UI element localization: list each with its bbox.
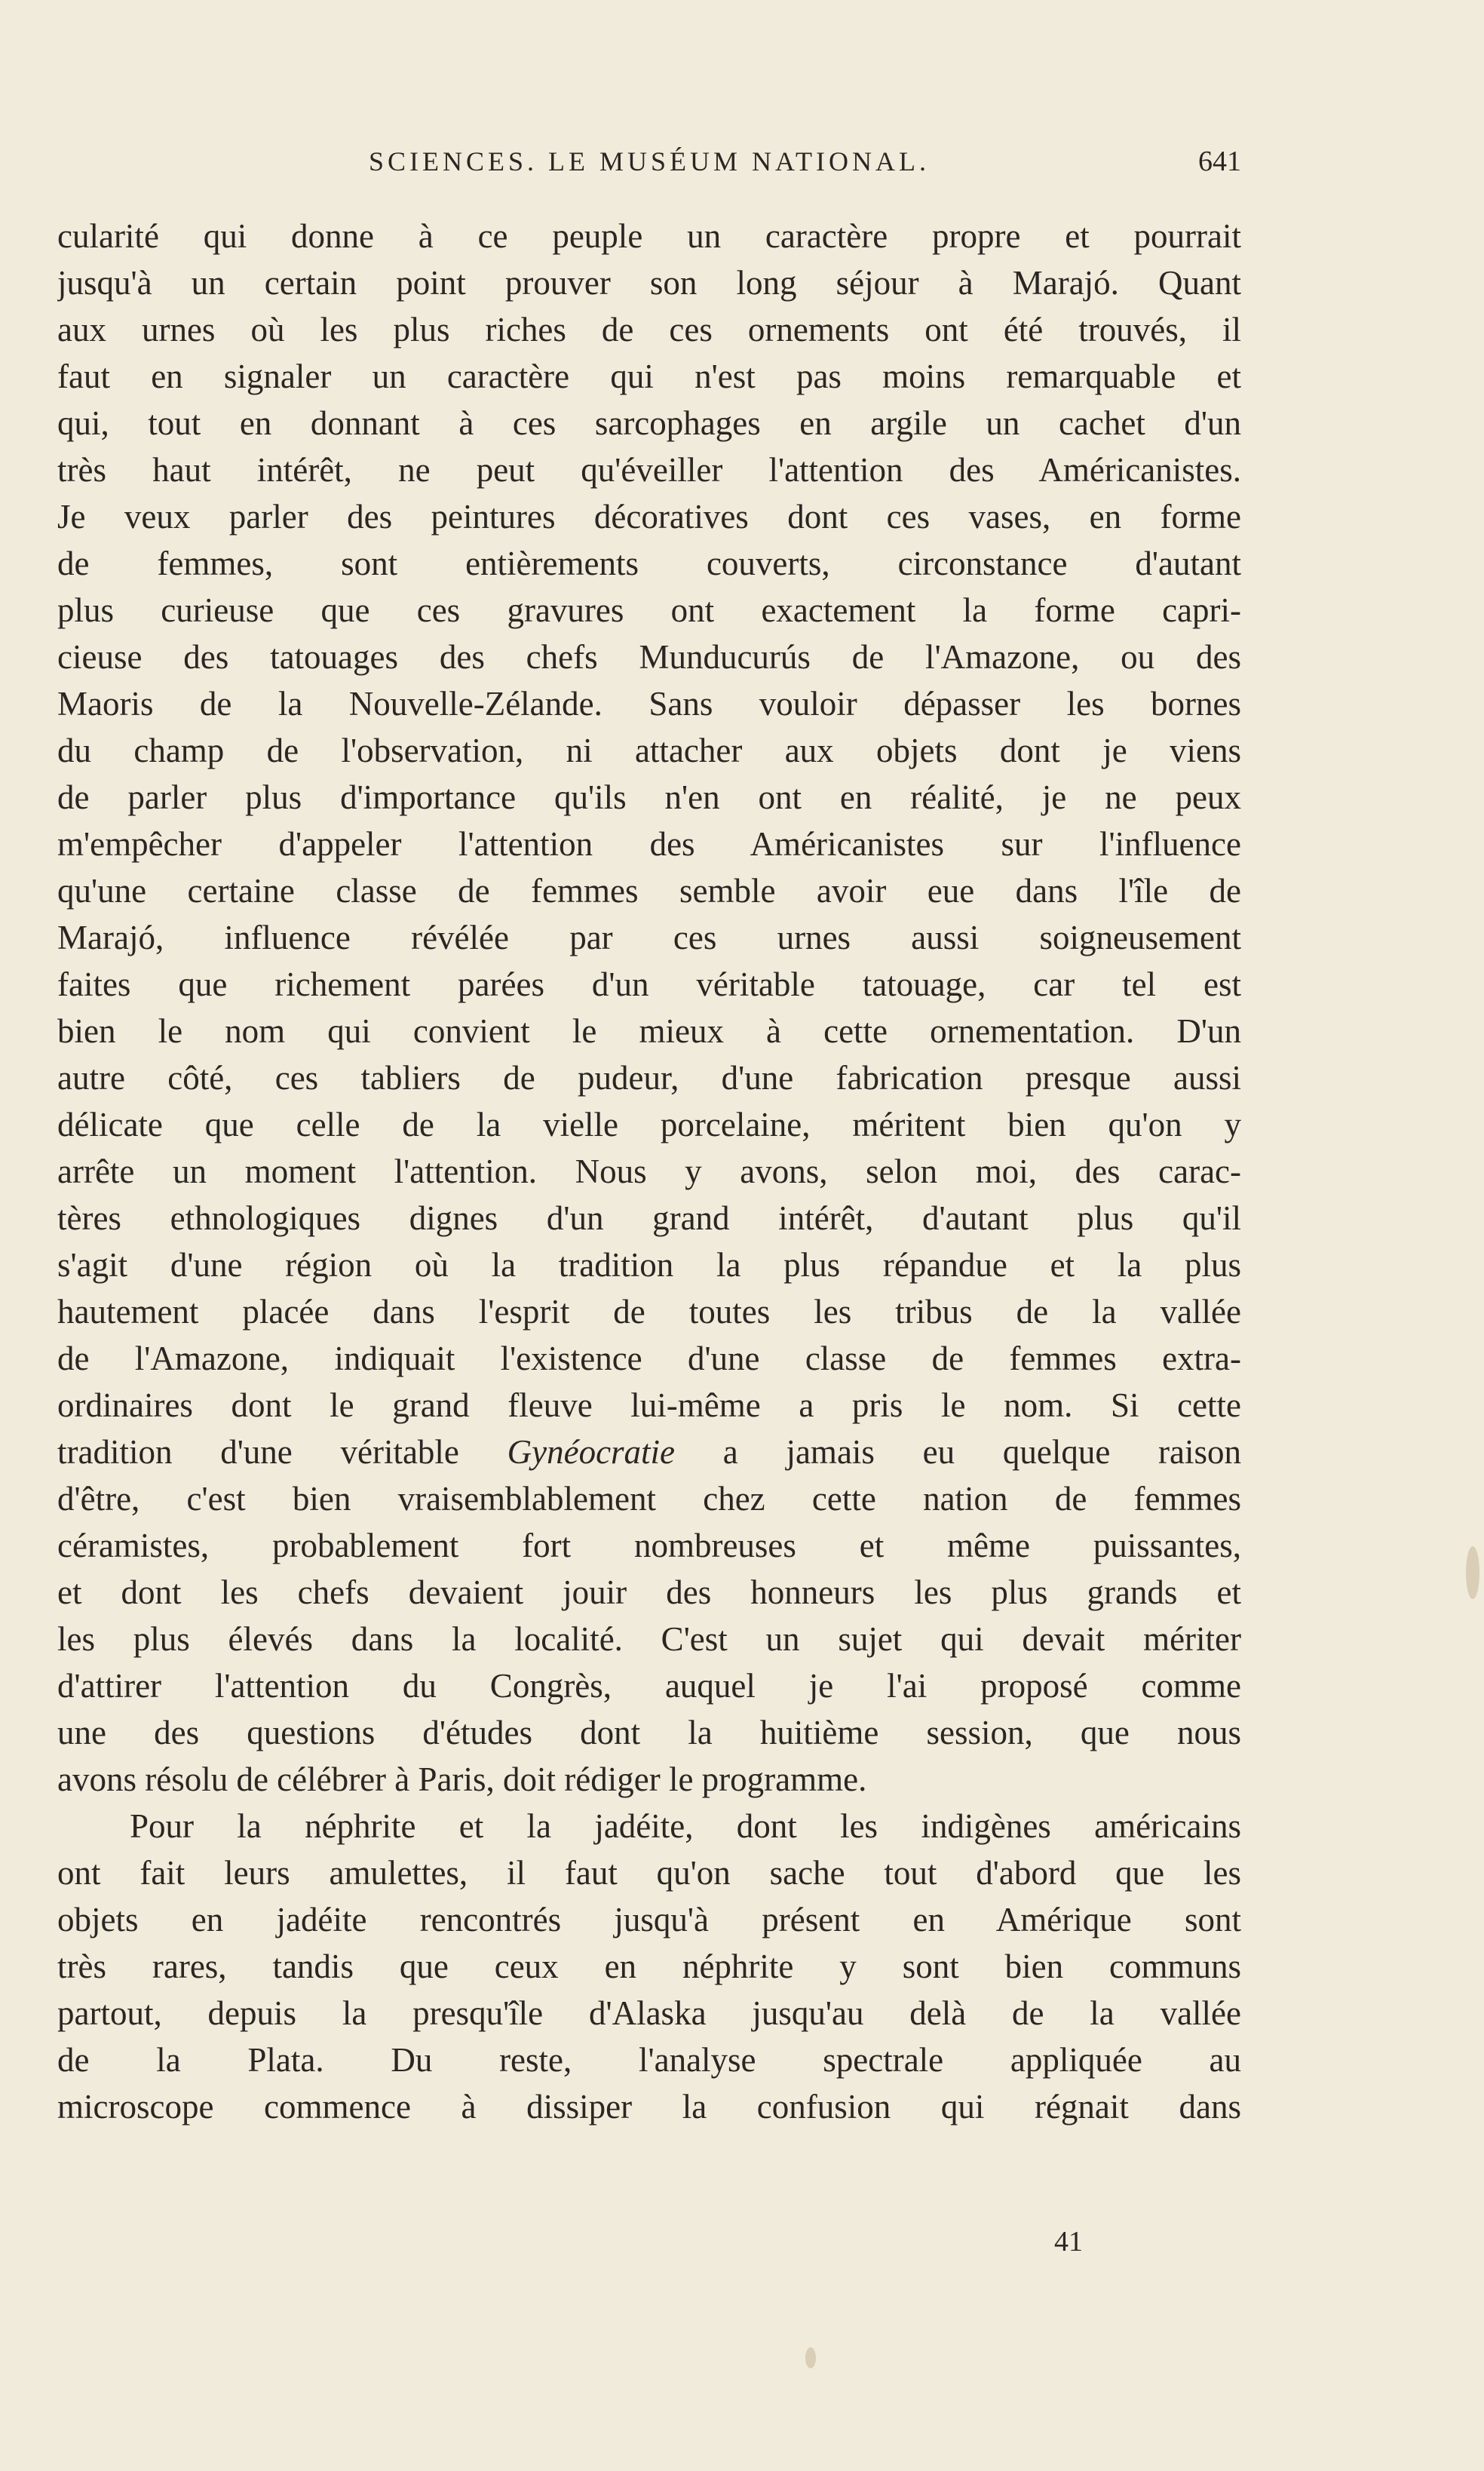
text-line: m'empêcher d'appeler l'attention des Américanistes sur l'influence bbox=[57, 825, 1241, 863]
text-line: qu'une certaine classe de femmes semble avoir eue dans l'île de bbox=[57, 872, 1241, 910]
text-line: Maoris de la Nouvelle-Zélande. Sans vouloir dépasser les bornes bbox=[57, 685, 1241, 723]
text-line: tradition d'une véritable Gynéocratie a jamais eu quelque raison bbox=[57, 1433, 1241, 1471]
italic-term: Gynéocratie bbox=[507, 1433, 676, 1471]
page-number: 641 bbox=[1198, 146, 1241, 177]
text-line: très rares, tandis que ceux en néphrite y sont bien communs bbox=[57, 1948, 1241, 1985]
paper-stain bbox=[805, 2347, 816, 2368]
text-line: s'agit d'une région où la tradition la plus répandue et la plus bbox=[57, 1246, 1241, 1284]
text-line: d'attirer l'attention du Congrès, auquel je l'ai proposé comme bbox=[57, 1667, 1241, 1705]
text-line: une des questions d'études dont la huitième session, que nous bbox=[57, 1714, 1241, 1751]
text-line: céramistes, probablement fort nombreuses et même puissantes, bbox=[57, 1527, 1241, 1564]
text-line: de femmes, sont entièrements couverts, circonstance d'autant bbox=[57, 545, 1241, 582]
text-line: tères ethnologiques dignes d'un grand intérêt, d'autant plus qu'il bbox=[57, 1199, 1241, 1237]
text-line: d'être, c'est bien vraisemblablement chez cette nation de femmes bbox=[57, 1480, 1241, 1518]
text-line: Je veux parler des peintures décoratives dont ces vases, en forme bbox=[57, 498, 1241, 536]
text-line: faut en signaler un caractère qui n'est pas moins remarquable et bbox=[57, 358, 1241, 395]
text-line: de la Plata. Du reste, l'analyse spectrale appliquée au bbox=[57, 2041, 1241, 2079]
text-line: objets en jadéite rencontrés jusqu'à présent en Amérique sont bbox=[57, 1901, 1241, 1938]
text-line: avons résolu de célébrer à Paris, doit rédiger le programme. bbox=[57, 1760, 867, 1798]
text-line: microscope commence à dissiper la confusion qui régnait dans bbox=[57, 2088, 1241, 2126]
text-line: Pour la néphrite et la jadéite, dont les indigènes américains bbox=[130, 1807, 1241, 1845]
text-line: aux urnes où les plus riches de ces ornements ont été trouvés, il bbox=[57, 311, 1241, 348]
body-text bbox=[57, 213, 1241, 2130]
text-line: bien le nom qui convient le mieux à cette ornementation. D'un bbox=[57, 1012, 1241, 1050]
paragraph bbox=[57, 1803, 1241, 2130]
paper-stain bbox=[1466, 1546, 1479, 1599]
running-header bbox=[57, 143, 1241, 180]
text-line: autre côté, ces tabliers de pudeur, d'une fabrication presque aussi bbox=[57, 1059, 1241, 1097]
text-line: qui, tout en donnant à ces sarcophages en argile un cachet d'un bbox=[57, 404, 1241, 442]
text-line: jusqu'à un certain point prouver son long séjour à Marajó. Quant bbox=[57, 264, 1241, 302]
text-line: les plus élevés dans la localité. C'est un sujet qui devait mériter bbox=[57, 1620, 1241, 1658]
text-line: et dont les chefs devaient jouir des honneurs les plus grands et bbox=[57, 1573, 1241, 1611]
text-line: cularité qui donne à ce peuple un caractère propre et pourrait bbox=[57, 217, 1241, 255]
text-line: cieuse des tatouages des chefs Munducurús de l'Amazone, ou des bbox=[57, 638, 1241, 676]
paragraph bbox=[57, 213, 1241, 1803]
signature-mark: 41 bbox=[1054, 2226, 1083, 2258]
text-line: arrête un moment l'attention. Nous y avons, selon moi, des carac- bbox=[57, 1153, 1241, 1190]
text-line: hautement placée dans l'esprit de toutes les tribus de la vallée bbox=[57, 1293, 1241, 1331]
text-line: partout, depuis la presqu'île d'Alaska jusqu'au delà de la vallée bbox=[57, 1994, 1241, 2032]
text-line: ont fait leurs amulettes, il faut qu'on sache tout d'abord que les bbox=[57, 1854, 1241, 1892]
text-line: Marajó, influence révélée par ces urnes aussi soigneusement bbox=[57, 919, 1241, 956]
text-line: très haut intérêt, ne peut qu'éveiller l'attention des Américanistes. bbox=[57, 451, 1241, 489]
text-line: du champ de l'observation, ni attacher aux objets dont je viens bbox=[57, 732, 1241, 769]
text-line: de l'Amazone, indiquait l'existence d'une classe de femmes extra- bbox=[57, 1340, 1241, 1377]
text-line: délicate que celle de la vielle porcelaine, méritent bien qu'on y bbox=[57, 1106, 1241, 1143]
text-line: faites que richement parées d'un véritable tatouage, car tel est bbox=[57, 965, 1241, 1003]
text-line: plus curieuse que ces gravures ont exactement la forme capri- bbox=[57, 591, 1241, 629]
running-title: SCIENCES. LE MUSÉUM NATIONAL. bbox=[368, 146, 930, 176]
text-line: de parler plus d'importance qu'ils n'en ont en réalité, je ne peux bbox=[57, 778, 1241, 816]
text-line: ordinaires dont le grand fleuve lui-même a pris le nom. Si cette bbox=[57, 1386, 1241, 1424]
